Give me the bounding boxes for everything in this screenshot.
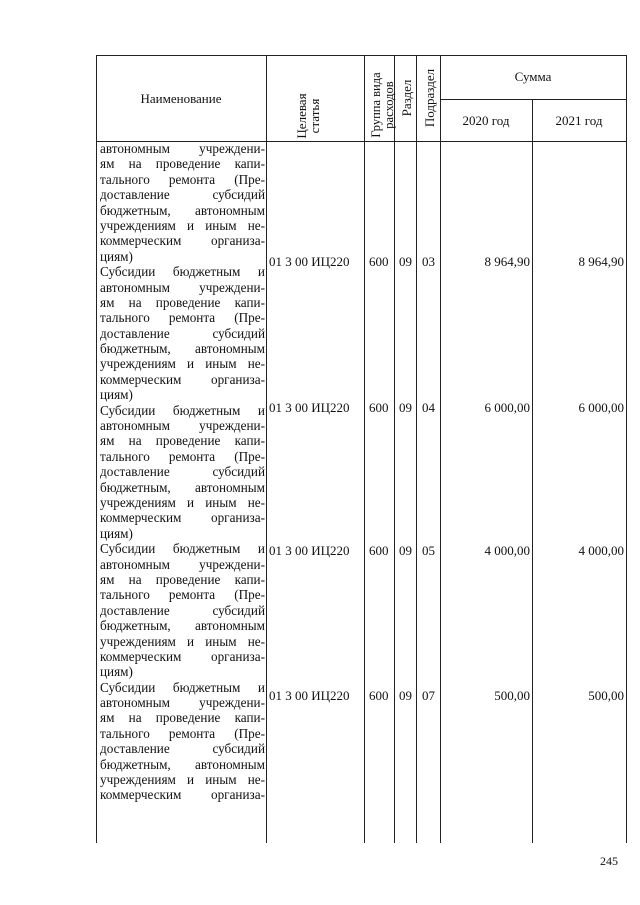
row-4-section: 09 xyxy=(399,688,412,703)
description-line: учреждениям и иным не- xyxy=(100,633,265,649)
header-name: Наименование xyxy=(140,91,222,106)
description-line: доставление субсидий xyxy=(100,187,265,203)
row-3-sum-2020: 4 000,00 xyxy=(484,543,530,558)
page-number: 245 xyxy=(600,854,618,868)
row-3-section: 09 xyxy=(399,543,412,558)
header-sum: Сумма xyxy=(514,69,552,84)
row-2-subsection: 04 xyxy=(422,400,435,415)
description-line: учреждениям и иным не- xyxy=(100,356,265,372)
header-year-2021: 2021 год xyxy=(555,113,603,128)
description-line: автономным учреждени- xyxy=(100,141,265,156)
sum-subheader-border xyxy=(440,99,626,100)
description-line: доставление субсидий xyxy=(100,741,265,757)
description-line: ям на проведение капи- xyxy=(100,156,265,172)
description-line: ям на проведение капи- xyxy=(100,433,265,449)
description-line: доставление субсидий xyxy=(100,602,265,618)
row-1-subsection: 03 xyxy=(422,254,435,269)
description-line: автономным учреждени- xyxy=(100,695,265,711)
description-line: учреждениям и иным не- xyxy=(100,772,265,788)
row-3-code: 01 3 00 ИЦ220 xyxy=(269,543,350,558)
col-border-group xyxy=(394,55,395,843)
description-line: коммерческим организа- xyxy=(100,371,265,387)
col-border-name xyxy=(266,55,267,843)
description-line: тального ремонта (Пре- xyxy=(100,448,265,464)
description-line: автономным учреждени- xyxy=(100,418,265,434)
header-expense-group xyxy=(370,62,398,148)
row-4-sum-2021: 500,00 xyxy=(588,688,624,703)
header-subsection: Подраздел xyxy=(422,68,437,128)
description-line: циям) xyxy=(100,525,133,541)
header-expense-group-line1: Группа вида xyxy=(369,72,383,138)
row-2-section: 09 xyxy=(399,400,412,415)
description-line: бюджетным, автономным xyxy=(100,618,265,634)
header-section: Раздел xyxy=(399,79,414,117)
row-4-sum-2020: 500,00 xyxy=(494,688,530,703)
row-1-sum-2020: 8 964,90 xyxy=(484,254,530,269)
header-target-article-line1: Целевая xyxy=(294,93,309,139)
header-expense-group-line2: расходов xyxy=(382,81,396,129)
row-1-sum-2021: 8 964,90 xyxy=(578,254,624,269)
description-line: бюджетным, автономным xyxy=(100,341,265,357)
col-border-subsection xyxy=(440,55,441,843)
description-line: Субсидии бюджетным и xyxy=(100,402,265,418)
description-line: коммерческим организа- xyxy=(100,787,265,803)
col-border-code xyxy=(364,55,365,843)
description-line: бюджетным, автономным xyxy=(100,479,265,495)
description-line: тального ремонта (Пре- xyxy=(100,171,265,187)
col-border-section xyxy=(416,55,417,843)
row-3-sum-2021: 4 000,00 xyxy=(578,543,624,558)
description-line: ям на проведение капи- xyxy=(100,710,265,726)
description-line: Субсидии бюджетным и xyxy=(100,264,265,280)
row-1-section: 09 xyxy=(399,254,412,269)
description-line: коммерческим организа- xyxy=(100,510,265,526)
row-3-subsection: 05 xyxy=(422,543,435,558)
row-2-group: 600 xyxy=(369,400,389,415)
description-line: учреждениям и иным не- xyxy=(100,217,265,233)
description-line: учреждениям и иным не- xyxy=(100,494,265,510)
col-border-right xyxy=(626,55,627,843)
row-4-code: 01 3 00 ИЦ220 xyxy=(269,688,350,703)
description-line: бюджетным, автономным xyxy=(100,756,265,772)
row-4-group: 600 xyxy=(369,688,389,703)
header-year-2020: 2020 год xyxy=(462,113,510,128)
description-line: циям) xyxy=(100,387,133,403)
row-2-code: 01 3 00 ИЦ220 xyxy=(269,400,350,415)
row-2-sum-2021: 6 000,00 xyxy=(578,400,624,415)
header-target-article-line2: статья xyxy=(307,98,322,134)
description-line: Субсидии бюджетным и xyxy=(100,679,265,695)
description-line: доставление субсидий xyxy=(100,464,265,480)
table-top-border xyxy=(96,55,626,56)
description-line: тального ремонта (Пре- xyxy=(100,310,265,326)
description-line: доставление субсидий xyxy=(100,325,265,341)
row-3-group: 600 xyxy=(369,543,389,558)
description-line: автономным учреждени- xyxy=(100,279,265,295)
description-line: коммерческим организа- xyxy=(100,648,265,664)
row-1-group: 600 xyxy=(369,254,389,269)
row-descriptions xyxy=(100,141,265,803)
description-line: Субсидии бюджетным и xyxy=(100,541,265,557)
description-line: циям) xyxy=(100,664,133,680)
description-line: коммерческим организа- xyxy=(100,233,265,249)
header-target-article xyxy=(295,73,325,159)
row-4-subsection: 07 xyxy=(422,688,435,703)
description-line: ям на проведение капи- xyxy=(100,571,265,587)
description-line: ям на проведение капи- xyxy=(100,294,265,310)
description-line: тального ремонта (Пре- xyxy=(100,587,265,603)
description-line: автономным учреждени- xyxy=(100,556,265,572)
description-line: циям) xyxy=(100,248,133,264)
col-border-left xyxy=(96,55,97,843)
col-border-year xyxy=(532,99,533,843)
description-line: тального ремонта (Пре- xyxy=(100,725,265,741)
row-2-sum-2020: 6 000,00 xyxy=(484,400,530,415)
row-1-code: 01 3 00 ИЦ220 xyxy=(269,254,350,269)
description-line: бюджетным, автономным xyxy=(100,202,265,218)
